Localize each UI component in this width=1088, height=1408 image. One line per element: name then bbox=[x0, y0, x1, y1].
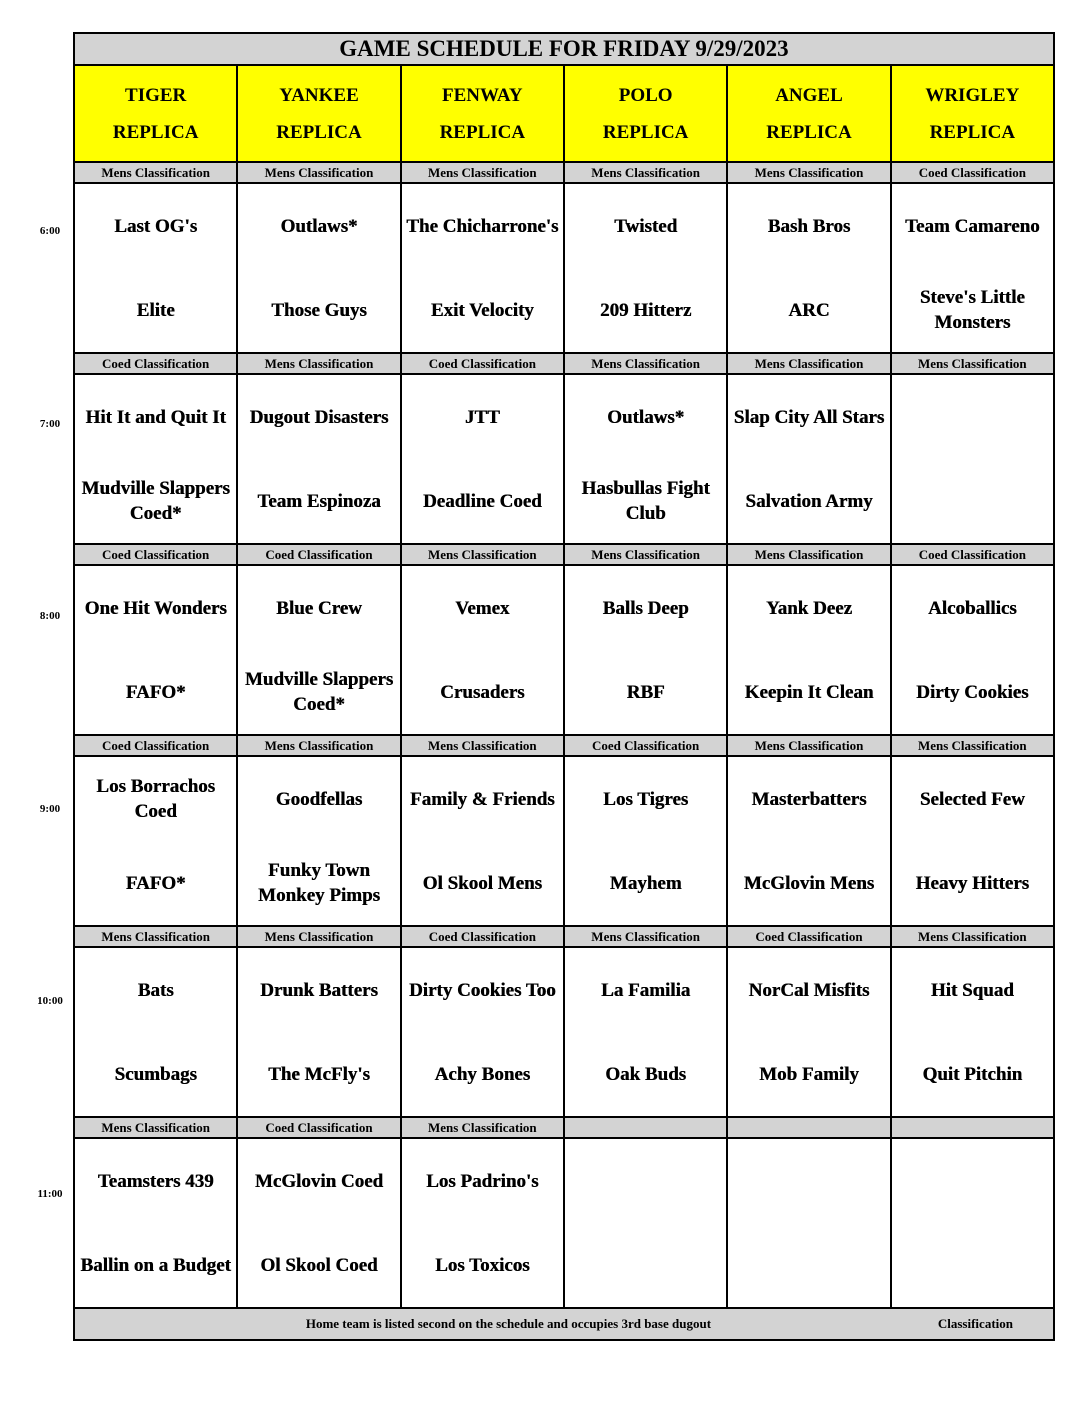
field-subtitle: REPLICA bbox=[276, 121, 362, 143]
home-team: Quit Pitchin bbox=[922, 1063, 1023, 1085]
classification-cell: Coed Classification bbox=[891, 544, 1054, 565]
home-team: 209 Hitterz bbox=[600, 299, 692, 321]
classification-cell: Mens Classification bbox=[564, 544, 727, 565]
away-team: McGlovin Coed bbox=[254, 1170, 384, 1192]
away-team: JTT bbox=[464, 406, 500, 428]
home-team: The McFly's bbox=[268, 1063, 370, 1085]
classification-cell: Mens Classification bbox=[401, 735, 564, 756]
home-team: RBF bbox=[626, 681, 665, 703]
classification-cell: Mens Classification bbox=[891, 353, 1054, 374]
classification-cell bbox=[891, 1117, 1054, 1138]
classification-cell: Mens Classification bbox=[74, 926, 237, 947]
field-subtitle: REPLICA bbox=[602, 121, 689, 143]
footer-note: Home team is listed second on the schedule and occupies 3rd base dugout bbox=[305, 1316, 712, 1331]
away-team: Masterbatters bbox=[751, 788, 867, 810]
classification-cell: Mens Classification bbox=[74, 1117, 237, 1138]
game-cell bbox=[891, 947, 1054, 1117]
home-team: Salvation Army bbox=[745, 490, 873, 512]
home-team bbox=[565, 1223, 726, 1307]
game-cell bbox=[891, 1138, 1054, 1308]
classification-cell bbox=[727, 1117, 890, 1138]
away-team: Goodfellas bbox=[275, 788, 363, 810]
game-cell bbox=[237, 183, 400, 353]
away-team: Last OG's bbox=[114, 215, 198, 237]
classification-cell: Coed Classification bbox=[74, 353, 237, 374]
game-cell bbox=[727, 374, 890, 544]
home-team bbox=[892, 1223, 1053, 1307]
away-team: Los Borrachos Coed bbox=[96, 776, 216, 822]
home-team: Crusaders bbox=[440, 681, 525, 703]
classification-cell: Mens Classification bbox=[401, 162, 564, 183]
field-header-tiger bbox=[74, 65, 237, 162]
away-team: Yank Deez bbox=[765, 597, 852, 619]
home-team: Mayhem bbox=[609, 872, 682, 894]
game-cell bbox=[237, 565, 400, 735]
home-team: Team Espinoza bbox=[257, 490, 381, 512]
classification-cell: Coed Classification bbox=[237, 1117, 400, 1138]
game-cell bbox=[74, 756, 237, 926]
classification-cell: Mens Classification bbox=[564, 353, 727, 374]
home-team: Mob Family bbox=[759, 1063, 859, 1085]
field-subtitle: REPLICA bbox=[766, 121, 852, 143]
away-team: Outlaws* bbox=[607, 406, 685, 428]
home-team: Ballin on a Budget bbox=[80, 1254, 231, 1276]
field-subtitle: REPLICA bbox=[929, 121, 1016, 143]
away-team: Teamsters 439 bbox=[97, 1170, 214, 1192]
away-team: Bats bbox=[137, 979, 174, 1001]
home-team: Deadline Coed bbox=[422, 490, 542, 512]
game-cell bbox=[727, 183, 890, 353]
home-team: Hasbullas Fight Club bbox=[581, 478, 710, 524]
classification-cell: Mens Classification bbox=[564, 162, 727, 183]
home-team: McGlovin Mens bbox=[743, 872, 875, 894]
away-team: Dugout Disasters bbox=[249, 406, 389, 428]
field-subtitle: REPLICA bbox=[439, 121, 526, 143]
field-name: FENWAY bbox=[442, 84, 523, 106]
time-label: 10:00 bbox=[37, 995, 63, 1007]
game-cell bbox=[74, 1138, 237, 1308]
home-team: Those Guys bbox=[271, 299, 367, 321]
game-cell bbox=[74, 374, 237, 544]
away-team: La Familia bbox=[601, 979, 691, 1001]
away-team: Balls Deep bbox=[602, 597, 689, 619]
away-team: Blue Crew bbox=[276, 597, 362, 619]
away-team bbox=[565, 1139, 726, 1223]
game-cell bbox=[891, 565, 1054, 735]
home-team: Heavy Hitters bbox=[915, 872, 1030, 894]
away-team: Dirty Cookies Too bbox=[408, 979, 556, 1001]
classification-cell: Coed Classification bbox=[891, 162, 1054, 183]
home-team bbox=[728, 1223, 889, 1307]
game-cell bbox=[401, 947, 564, 1117]
home-team: Mudville Slappers Coed* bbox=[244, 669, 394, 715]
schedule-table bbox=[73, 32, 1055, 1341]
field-name: ANGEL bbox=[775, 84, 843, 106]
home-team: Ol Skool Mens bbox=[422, 872, 542, 894]
home-team: Funky Town Monkey Pimps bbox=[258, 860, 380, 906]
home-team: Exit Velocity bbox=[430, 299, 534, 321]
away-team: One Hit Wonders bbox=[84, 597, 227, 619]
game-cell bbox=[74, 947, 237, 1117]
game-cell bbox=[401, 756, 564, 926]
away-team: Los Padrino's bbox=[426, 1170, 539, 1192]
away-team: Bash Bros bbox=[767, 215, 851, 237]
classification-cell: Mens Classification bbox=[564, 926, 727, 947]
classification-cell: Mens Classification bbox=[891, 735, 1054, 756]
time-label: 11:00 bbox=[37, 1187, 63, 1200]
away-team: Drunk Batters bbox=[260, 979, 378, 1001]
home-team: Dirty Cookies bbox=[916, 681, 1029, 703]
home-team: Achy Bones bbox=[434, 1063, 531, 1085]
home-team: Scumbags bbox=[114, 1063, 197, 1085]
away-team: Outlaws* bbox=[280, 215, 358, 237]
field-header-yankee bbox=[237, 65, 400, 162]
classification-cell: Coed Classification bbox=[727, 926, 890, 947]
game-cell bbox=[564, 565, 727, 735]
schedule-title: GAME SCHEDULE FOR FRIDAY 9/29/2023 bbox=[74, 33, 1054, 65]
classification-cell: Mens Classification bbox=[74, 162, 237, 183]
classification-cell: Mens Classification bbox=[401, 544, 564, 565]
away-team: Hit Squad bbox=[930, 979, 1014, 1001]
footer-bar bbox=[74, 1308, 1054, 1340]
classification-cell: Coed Classification bbox=[564, 735, 727, 756]
classification-cell: Mens Classification bbox=[891, 926, 1054, 947]
field-name: YANKEE bbox=[279, 84, 359, 106]
away-team: Team Camareno bbox=[905, 215, 1040, 237]
field-header-fenway bbox=[401, 65, 564, 162]
classification-cell: Mens Classification bbox=[237, 162, 400, 183]
classification-cell: Mens Classification bbox=[237, 735, 400, 756]
classification-cell: Mens Classification bbox=[727, 544, 890, 565]
away-team: Slap City All Stars bbox=[733, 406, 885, 428]
home-team: Keepin It Clean bbox=[744, 681, 874, 703]
game-cell bbox=[727, 756, 890, 926]
game-cell bbox=[727, 565, 890, 735]
classification-cell: Mens Classification bbox=[237, 353, 400, 374]
field-header-polo bbox=[564, 65, 727, 162]
game-cell bbox=[237, 374, 400, 544]
time-label: 6:00 bbox=[39, 225, 61, 237]
game-cell bbox=[564, 183, 727, 353]
game-cell bbox=[237, 756, 400, 926]
home-team: Ol Skool Coed bbox=[260, 1254, 378, 1276]
away-team: Los Tigres bbox=[603, 788, 689, 810]
game-cell bbox=[237, 1138, 400, 1308]
game-cell bbox=[727, 947, 890, 1117]
classification-cell bbox=[564, 1117, 727, 1138]
classification-cell: Mens Classification bbox=[727, 353, 890, 374]
home-team bbox=[892, 459, 1053, 543]
field-name: POLO bbox=[618, 84, 673, 106]
field-name: WRIGLEY bbox=[925, 84, 1020, 106]
classification-cell: Mens Classification bbox=[237, 926, 400, 947]
field-header-angel bbox=[727, 65, 890, 162]
home-team: Los Toxicos bbox=[435, 1254, 530, 1276]
away-team bbox=[892, 1139, 1053, 1223]
game-cell bbox=[401, 1138, 564, 1308]
game-cell bbox=[891, 183, 1054, 353]
away-team: Hit It and Quit It bbox=[85, 406, 226, 428]
away-team: The Chicharrone's bbox=[406, 215, 559, 237]
home-team: Mudville Slappers Coed* bbox=[81, 478, 230, 524]
game-cell bbox=[74, 565, 237, 735]
classification-cell: Coed Classification bbox=[237, 544, 400, 565]
game-cell bbox=[401, 183, 564, 353]
home-team: ARC bbox=[788, 299, 830, 321]
classification-cell: Coed Classification bbox=[74, 735, 237, 756]
classification-cell: Coed Classification bbox=[74, 544, 237, 565]
away-team: Alcoballics bbox=[927, 597, 1017, 619]
game-cell bbox=[237, 947, 400, 1117]
home-team: Oak Buds bbox=[605, 1063, 687, 1085]
time-label: 9:00 bbox=[39, 802, 61, 815]
game-cell bbox=[891, 374, 1054, 544]
classification-cell: Coed Classification bbox=[401, 353, 564, 374]
home-team: Steve's Little Monsters bbox=[919, 287, 1025, 333]
field-header-wrigley bbox=[891, 65, 1054, 162]
time-label: 8:00 bbox=[39, 610, 61, 622]
away-team bbox=[728, 1139, 889, 1223]
game-cell bbox=[401, 565, 564, 735]
game-cell bbox=[564, 756, 727, 926]
away-team: Twisted bbox=[614, 215, 678, 237]
field-name: TIGER bbox=[125, 84, 187, 106]
game-cell bbox=[564, 1138, 727, 1308]
away-team: Vemex bbox=[455, 597, 510, 619]
game-cell bbox=[564, 947, 727, 1117]
game-cell bbox=[891, 756, 1054, 926]
classification-cell: Mens Classification bbox=[727, 162, 890, 183]
game-cell bbox=[727, 1138, 890, 1308]
classification-cell: Coed Classification bbox=[401, 926, 564, 947]
away-team: Selected Few bbox=[919, 788, 1025, 810]
home-team: FAFO* bbox=[125, 872, 186, 894]
game-cell bbox=[564, 374, 727, 544]
home-team: FAFO* bbox=[125, 681, 186, 703]
footer-classification: Classification bbox=[937, 1316, 1013, 1331]
away-team bbox=[892, 375, 1053, 459]
game-cell bbox=[74, 183, 237, 353]
field-subtitle: REPLICA bbox=[112, 121, 199, 143]
away-team: NorCal Misfits bbox=[748, 979, 870, 1001]
time-label: 7:00 bbox=[39, 417, 61, 430]
home-team: Elite bbox=[136, 299, 175, 321]
classification-cell: Mens Classification bbox=[727, 735, 890, 756]
game-cell bbox=[401, 374, 564, 544]
classification-cell: Mens Classification bbox=[401, 1117, 564, 1138]
away-team: Family & Friends bbox=[410, 788, 555, 810]
